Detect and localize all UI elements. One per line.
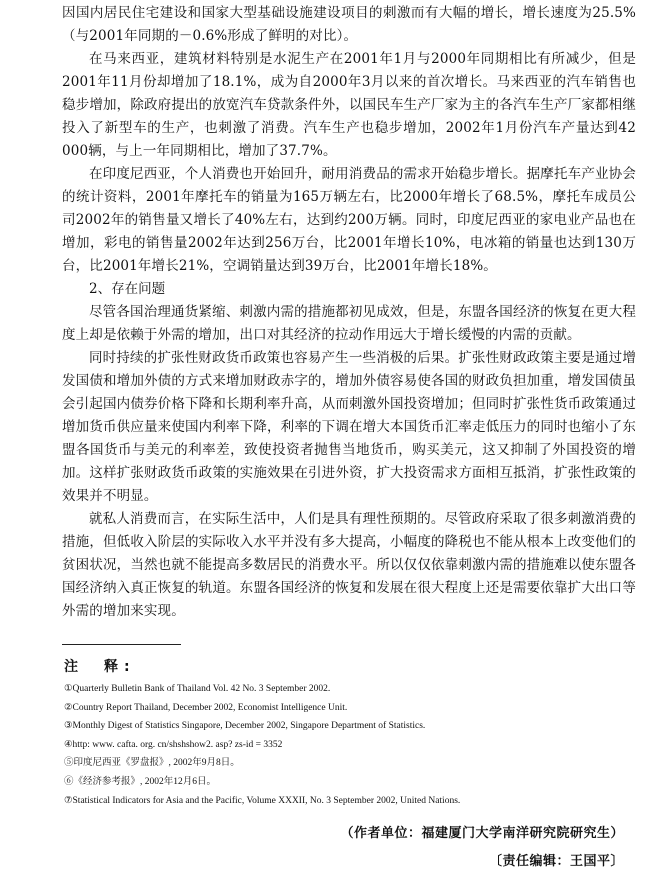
note-item: ③Monthly Digest of Statistics Singapore, December 2002, Singapore Department of Statistics.: [64, 721, 426, 732]
footnote-divider: [62, 644, 181, 645]
author-affiliation: （作者单位：福建厦门大学南洋研究院研究生）: [340, 826, 624, 841]
responsible-editor: 〔责任编辑：王国平〕: [488, 854, 624, 869]
paragraph-continuation: 因国内居民住宅建设和国家大型基础设施建设项目的刺激而有大幅的增长，增长速度为25.5%（与2001年同期的－0.6%形成了鲜明的对比）。: [62, 5, 636, 44]
paragraph-private-consumption: 就私人消费而言，在实际生活中，人们是具有理性预期的。尽管政府采取了很多刺激消费的措施，但低收入阶层的实际收入水平并没有多大提高，小幅度的降税也不能从根本上改变他们的贫困状况，当然也就不能提高多数居民的消费水平。所以仅仅依靠刺激内需的措施难以使东盟各国经济纳入真正恢复的轨道。东盟各国经济的恢复和发展在很大程度上还是需要依靠扩大出口等外需的增加来实现。: [62, 511, 636, 619]
note-item: ②Country Report Thailand, December 2002, Economist Intelligence Unit.: [64, 702, 348, 713]
note-item: ⑤印度尼西亚《罗盘报》, 2002年9月8日。: [64, 758, 240, 769]
paragraph-fiscal-policy: 同时持续的扩张性财政货币政策也容易产生一些消极的后果。扩张性财政政策主要是通过增发国债和增加外债的方式来增加财政赤字的，增加外债容易使各国的财政负担加重，增发国债虽会引起国内债券价格下降和长期利率升高，从而刺激外国投资增加；但同时扩张性货币政策通过增加货币供应量来使国内利率下降，利率的下调在增大本国货币汇率走低压力的同时也缩小了东盟各国货币与美元的利率差，致使投资者抛售当地货币，购买美元，这又抑制了外国投资的增加。这样扩张财政货币政策的实施效果在引进外资，扩大投资需求方面相互抵消，扩张性政策的效果并不明显。: [62, 350, 636, 504]
note-item: ①Quarterly Bulletin Bank of Thailand Vol. 42 No. 3 September 2002.: [64, 684, 331, 694]
paragraph-indonesia: 在印度尼西亚，个人消费也开始回升，耐用消费品的需求开始稳步增长。据摩托车产业协会的统计资料，2001年摩托车的销量为165万辆左右，比2000年增长了68.5%，摩托车成员公司2002年的销售量又增长了40%左右，达到约200万辆。同时，印度尼西亚的家电业产品也在增加，彩电的销售量2002年达到256万台，比2001年增长10%，电冰箱的销量也达到130万台，比2001年增长21%，空调销量达到39万台，比2001年增长18%。: [62, 166, 636, 274]
paragraph-malaysia: 在马来西亚，建筑材料特别是水泥生产在2001年1月与2000年同期相比有所减少，但是2001年11月份却增加了18.1%，成为自2000年3月以来的首次增长。马来西亚的汽车销售也稳步增加，除政府提出的放宽汽车贷款条件外，以国民车生产厂家为主的各汽车生产厂家都相继投入了新型车的生产，也刺激了消费。汽车生产也稳步增加，2002年1月份汽车产量达到42 000辆，与上一年同期相比，增加了37.7%。: [62, 51, 636, 159]
article-body: [62, 2, 636, 623]
notes-title: 注 释:: [64, 659, 136, 675]
section-heading-problems: 2、存在问题: [89, 281, 166, 297]
note-item: ⑥《经济参考报》, 2002年12月6日。: [64, 776, 217, 787]
note-item: ⑦Statistical Indicators for Asia and the Pacific, Volume XXXII, No. 3 September 2002, United Nations.: [64, 795, 461, 806]
paragraph-external-demand: 尽管各国治理通货紧缩、刺激内需的措施都初见成效，但是，东盟各国经济的恢复在更大程度上却是依赖于外需的增加，出口对其经济的拉动作用远大于增长缓慢的内需的贡献。: [62, 304, 636, 343]
notes-list: [64, 680, 624, 810]
note-item: ④http: www. cafta. org. cn/shshshow2. asp? zs-id = 3352: [64, 739, 283, 750]
